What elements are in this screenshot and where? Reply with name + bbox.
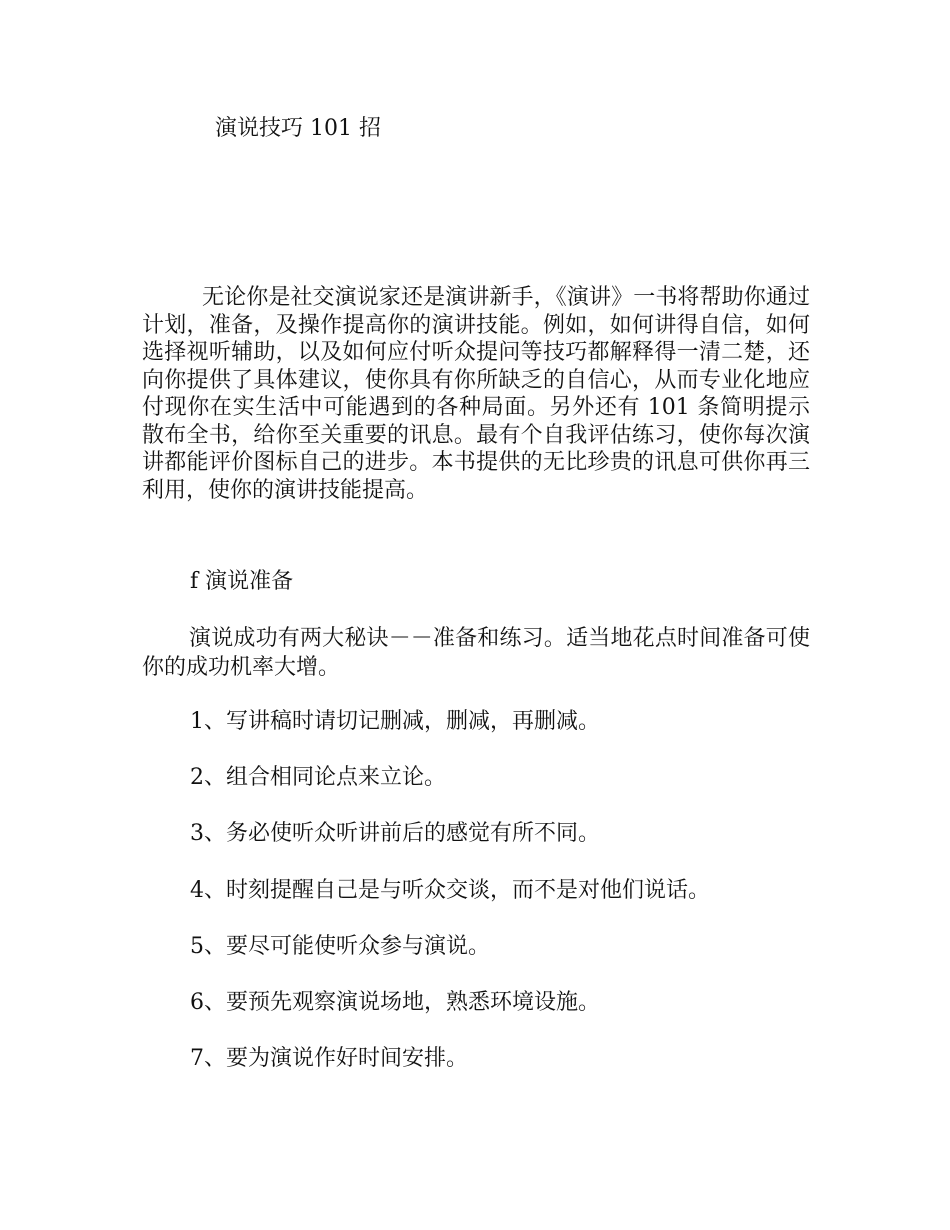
- section-heading: f 演说准备: [190, 569, 294, 594]
- tip-item: 4、时刻提醒自己是与听众交谈，而不是对他们说话。: [190, 877, 710, 903]
- tips-list: [190, 707, 710, 1100]
- section-paragraph: 演说成功有两大秘诀－－准备和练习。适当地花点时间准备可使你的成功机率大增。: [142, 626, 810, 680]
- tip-item: 5、要尽可能使听众参与演说。: [190, 933, 490, 959]
- tip-item: 6、要预先观察演说场地，熟悉环境设施。: [190, 989, 600, 1015]
- intro-paragraph: 无论你是社交演说家还是演讲新手，《演讲》一书将帮助你通过计划，准备，及操作提高你的演讲技能。例如，如何讲得自信，如何选择视听辅助，以及如何应付听众提问等技巧都解释得一清二楚，还向你提供了具体建议，使你具有你所缺乏的自信心，从而专业化地应付现你在实生活中可能遇到的各种局面。另外还有 101 条简明提示散布全书，给你至关重要的讯息。最有个自我评估练习，使你每次演讲都能评价图标自己的进步。本书提供的无比珍贵的讯息可供你再三利用，使你的演讲技能提高。: [142, 285, 810, 503]
- document-title: 演说技巧 101 招: [215, 116, 381, 141]
- tip-item: 7、要为演说作好时间安排。: [190, 1046, 468, 1072]
- tip-item: 3、务必使听众听讲前后的感觉有所不同。: [190, 821, 600, 847]
- tip-item: 1、写讲稿时请切记删减，删减，再删减。: [190, 709, 600, 734]
- tip-item: 2、组合相同论点来立论。: [190, 765, 446, 791]
